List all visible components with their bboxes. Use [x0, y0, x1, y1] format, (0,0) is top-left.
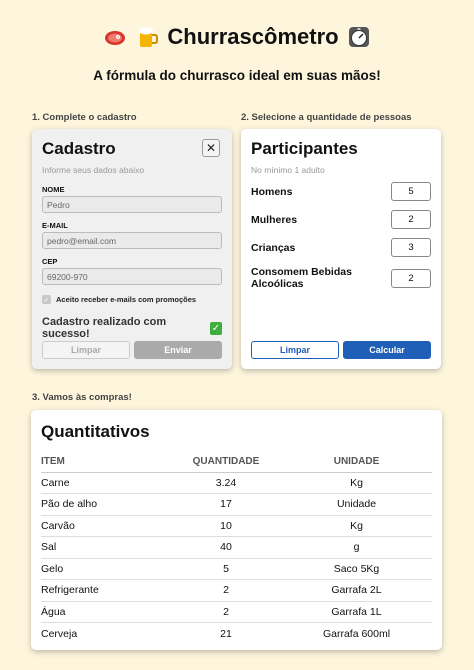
quantidade-cell: 40	[171, 537, 281, 559]
table-row	[41, 558, 432, 580]
criancas-label: Crianças	[251, 241, 296, 254]
participantes-buttons	[251, 341, 431, 359]
quantitativos-card	[31, 410, 442, 650]
quantidade-cell: 5	[171, 558, 281, 580]
item-cell: Pão de alho	[41, 494, 171, 516]
item-cell: Cerveja	[41, 627, 78, 640]
check-mark-icon: ✓	[211, 322, 221, 334]
table-row	[41, 601, 432, 623]
tagline: A fórmula do churrasco ideal em suas mãos!	[93, 68, 381, 83]
unidade-cell: Kg	[281, 515, 432, 537]
quantidade-cell: 21	[220, 627, 232, 640]
bebidas-label: Consomem Bebidas Alcoólicas	[251, 266, 352, 290]
mulheres-input[interactable]: 2	[391, 210, 431, 229]
table-row	[41, 623, 432, 645]
homens-input[interactable]: 5	[391, 182, 431, 201]
quantidade-cell: 17	[171, 494, 281, 516]
unidade-cell: Garrafa 2L	[281, 580, 432, 602]
cep-field[interactable]	[42, 268, 222, 285]
cadastro-title: Cadastro	[42, 139, 116, 158]
promo-checkbox[interactable]: ✓	[43, 296, 50, 304]
item-cell: Água	[41, 601, 171, 623]
criancas-row	[251, 238, 431, 257]
quantidade-cell: 3.24	[171, 472, 281, 494]
app-header	[0, 24, 474, 50]
name-label: NOME	[42, 185, 65, 194]
step-3-label: 3. Vamos às compras!	[32, 392, 132, 403]
quantidade-cell: 2	[171, 580, 281, 602]
table-row	[41, 580, 432, 602]
step-1-label: 1. Complete o cadastro	[32, 112, 137, 123]
calcular-button[interactable]: Calcular	[343, 341, 431, 359]
homens-row	[251, 182, 431, 201]
item-cell: Sal	[41, 537, 171, 559]
item-cell: Carvão	[41, 515, 171, 537]
cadastro-card	[32, 129, 232, 369]
column-header-unidade: UNIDADE	[281, 452, 432, 472]
close-button[interactable]	[202, 139, 220, 157]
item-cell: Refrigerante	[41, 580, 171, 602]
email-label: E-MAIL	[42, 221, 68, 230]
success-message-row	[42, 316, 222, 340]
participantes-card	[241, 129, 441, 369]
unidade-cell: Kg	[281, 472, 432, 494]
enviar-button[interactable]: Enviar	[134, 341, 222, 359]
unidade-cell: Garrafa 1L	[281, 601, 432, 623]
table-row	[41, 472, 432, 494]
column-header-item: ITEM	[41, 452, 171, 472]
promo-checkbox-label: Aceito receber e-mails com promoções	[56, 295, 197, 304]
name-field[interactable]	[42, 196, 222, 213]
app-title: Churrascômetro	[167, 24, 339, 49]
quantidade-cell: 2	[171, 601, 281, 623]
table-row	[41, 537, 432, 559]
timer-icon	[347, 25, 371, 49]
beer-icon	[135, 25, 159, 49]
quantitativos-title: Quantitativos	[41, 422, 150, 441]
item-cell: Carne	[41, 472, 171, 494]
step-2-label: 2. Selecione a quantidade de pessoas	[241, 112, 412, 123]
email-field[interactable]	[42, 232, 222, 249]
quantitativos-table	[41, 452, 432, 644]
meat-icon	[103, 25, 127, 49]
cep-label: CEP	[42, 257, 58, 266]
quantidade-cell: 10	[171, 515, 281, 537]
participantes-title: Participantes	[251, 139, 358, 158]
participantes-limpar-button[interactable]: Limpar	[251, 341, 339, 359]
unidade-cell: Garrafa 600ml	[322, 627, 391, 640]
table-header-row	[41, 452, 432, 472]
bebidas-input[interactable]: 2	[391, 269, 431, 288]
homens-label: Homens	[251, 185, 293, 198]
unidade-cell: g	[281, 537, 432, 559]
criancas-input[interactable]: 3	[391, 238, 431, 257]
unidade-cell: Saco 5Kg	[281, 558, 432, 580]
mulheres-label: Mulheres	[251, 213, 298, 226]
cadastro-subtitle: Informe seus dados abaixo	[42, 165, 145, 175]
unidade-cell: Unidade	[281, 494, 432, 516]
promo-checkbox-row	[42, 295, 222, 304]
success-message: Cadastro realizado com sucesso!	[42, 316, 167, 340]
mulheres-row	[251, 210, 431, 229]
cadastro-limpar-button[interactable]: Limpar	[42, 341, 130, 359]
bebidas-row	[251, 266, 431, 290]
column-header-quantidade: QUANTIDADE	[171, 452, 281, 472]
close-icon: ✕	[205, 141, 217, 155]
table-row	[41, 494, 432, 516]
cadastro-buttons	[42, 341, 222, 359]
participantes-subtitle: No mínimo 1 adulto	[251, 165, 325, 175]
table-row	[41, 515, 432, 537]
item-cell: Gelo	[41, 558, 171, 580]
